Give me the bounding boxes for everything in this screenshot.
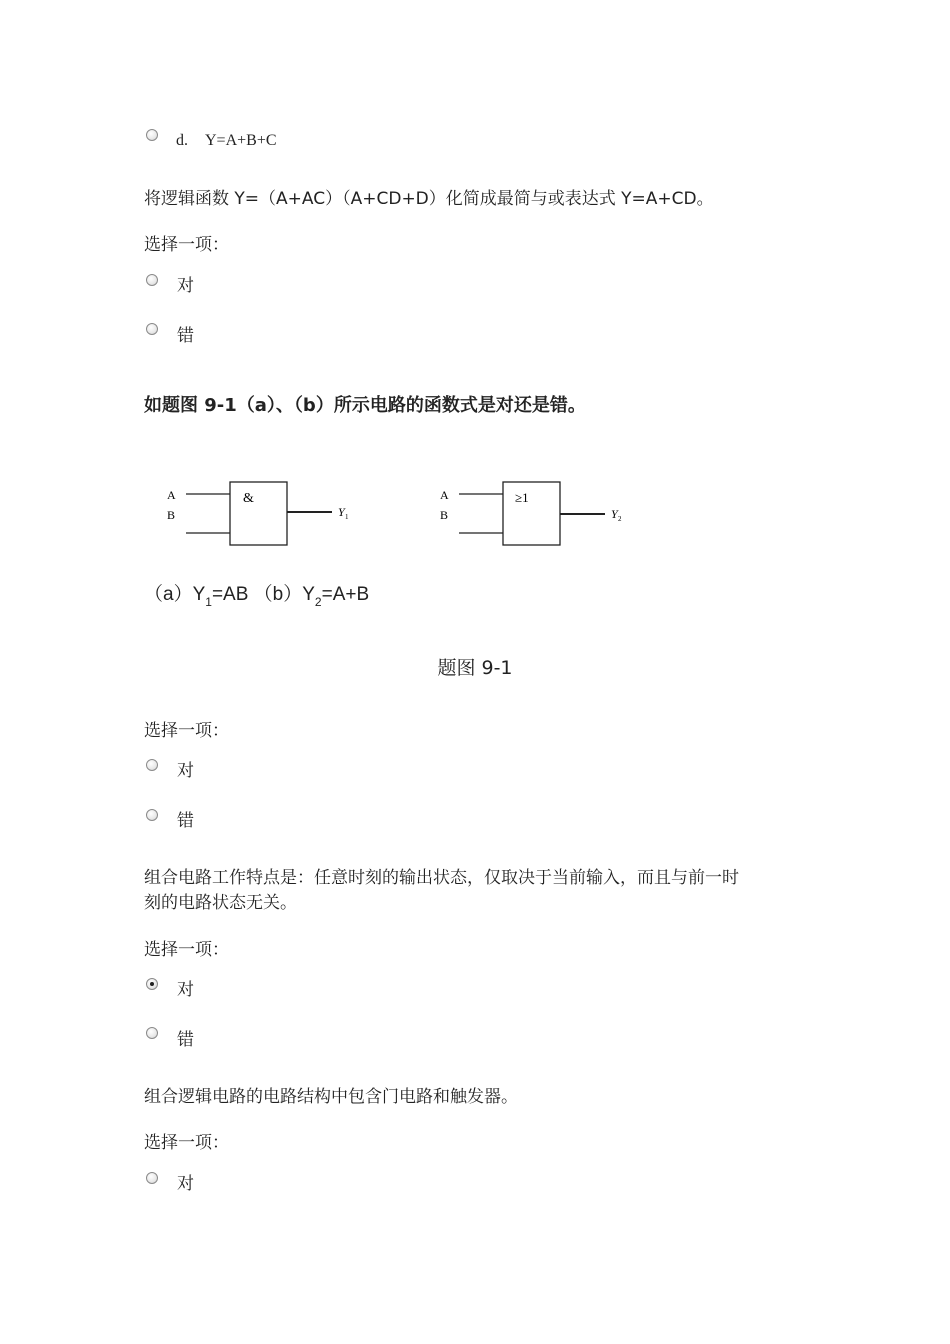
or-gate-diagram [433, 478, 633, 556]
q4-prompt: 选择一项： [144, 1133, 229, 1153]
figure-title: 题图 9-1 [437, 657, 513, 679]
q1-option-true: 对 [177, 276, 194, 296]
q2-radio-false[interactable] [146, 809, 158, 821]
q3-text-line1: 组合电路工作特点是：任意时刻的输出状态，仅取决于当前输入，而且与前一时 [144, 868, 739, 888]
q3-radio-true[interactable] [146, 978, 158, 990]
q2-option-false: 错 [177, 811, 194, 831]
and-gate-diagram [160, 478, 360, 556]
q3-text-line2: 刻的电路状态无关。 [144, 893, 297, 913]
gate-a-input-b: B [167, 508, 176, 522]
gate-b-output-sub: 2 [618, 515, 622, 523]
gate-b-input-a: A [440, 488, 449, 502]
q2-prompt: 选择一项： [144, 721, 229, 741]
gate-a-output-sub: 1 [345, 513, 349, 521]
q1-prompt: 选择一项： [144, 235, 229, 255]
q4-option-true: 对 [177, 1174, 194, 1194]
gate-b-input-b: B [440, 508, 449, 522]
q1-radio-false[interactable] [146, 323, 158, 335]
q3-prompt: 选择一项： [144, 940, 229, 960]
gate-b-output: Y [611, 507, 618, 521]
caption-a-suffix: =AB [211, 584, 249, 605]
caption-b-suffix: =A+B [321, 584, 370, 605]
q2-radio-true[interactable] [146, 759, 158, 771]
q4-text: 组合逻辑电路的电路结构中包含门电路和触发器。 [144, 1087, 518, 1107]
option-d-letter: d. [176, 132, 188, 149]
q2-option-true: 对 [177, 761, 194, 781]
caption-a-sub: 1 [205, 595, 212, 609]
gate-a-symbol: & [243, 491, 254, 506]
caption-b-prefix: （b）Y [253, 584, 315, 605]
q2-text: 如题图 9-1（a）、（b）所示电路的函数式是对还是错。 [144, 395, 586, 416]
q1-radio-true[interactable] [146, 274, 158, 286]
figure-caption [144, 582, 369, 609]
caption-b-sub: 2 [314, 595, 322, 609]
option-d-text: Y=A+B+C [205, 132, 277, 149]
q4-radio-true[interactable] [146, 1172, 158, 1184]
q3-option-false: 错 [177, 1030, 194, 1050]
gate-a-input-a: A [167, 488, 176, 502]
q3-option-true: 对 [177, 980, 194, 1000]
caption-a-prefix: （a）Y [144, 584, 206, 605]
option-d-radio[interactable] [146, 129, 158, 141]
gate-b-symbol: ≥1 [515, 490, 529, 505]
q1-option-false: 错 [177, 326, 194, 346]
q3-radio-false[interactable] [146, 1027, 158, 1039]
q1-text: 将逻辑函数 Y=（A+AC）（A+CD+D）化简成最简与或表达式 Y=A+CD。 [144, 189, 714, 209]
gate-a-output: Y [338, 505, 345, 519]
